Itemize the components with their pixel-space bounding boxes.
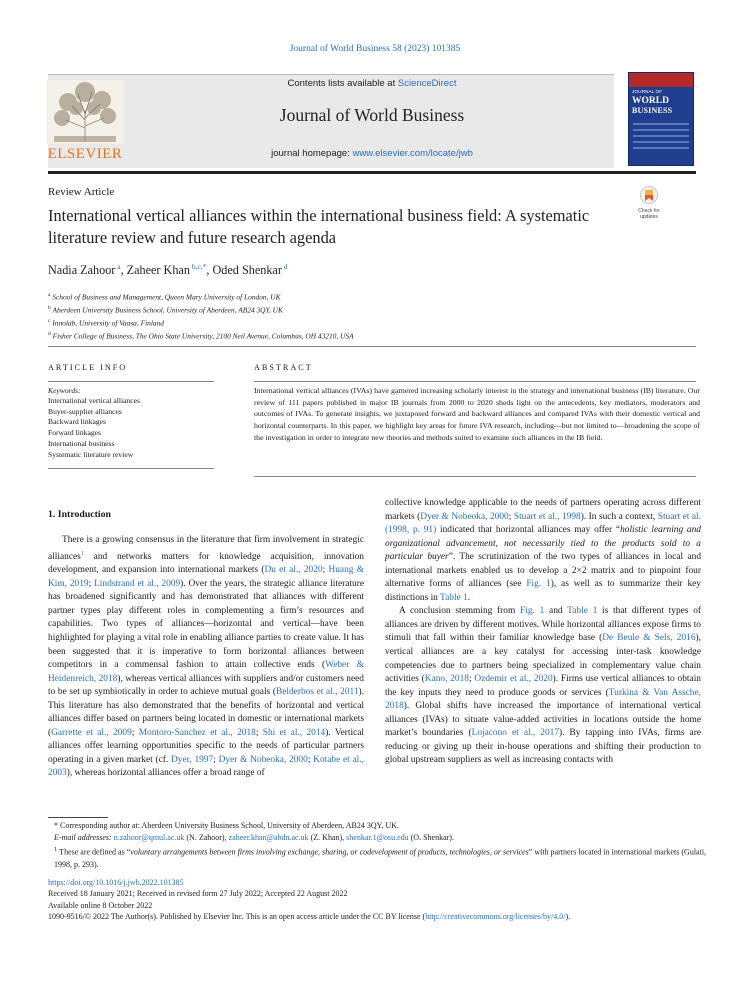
body-text-run: A conclusion stemming from bbox=[399, 606, 521, 617]
keyword-item: Forward linkages bbox=[48, 428, 101, 438]
affiliation-text: Innolab, University of Vaasa, Finland bbox=[50, 318, 164, 328]
footnote-marker[interactable]: 1 bbox=[80, 550, 84, 557]
footnote-1-quote: voluntary arrangements between firms involving exchange, sharing, or codevelopment of products, technologies, or services bbox=[130, 847, 529, 857]
footnotes bbox=[48, 820, 708, 871]
footnote-1-suffix: ” with partners located in international markets (Gulati, 1998, p. 293). bbox=[54, 847, 707, 869]
citation-link[interactable]: Garrette et al., 2009 bbox=[51, 727, 132, 738]
homepage-link[interactable]: www.elsevier.com/locate/jwb bbox=[352, 148, 473, 159]
journal-cover-thumbnail[interactable] bbox=[628, 72, 694, 166]
email-addresses bbox=[48, 832, 708, 844]
citation-link[interactable]: Montoro-Sanchez et al., 2018 bbox=[138, 727, 256, 738]
footnote-1 bbox=[48, 844, 708, 871]
citation-link[interactable]: Shi et al., 2014 bbox=[262, 727, 326, 738]
body-text-run: collective knowledge applicable to the needs of partners operating across different markets ( bbox=[385, 498, 701, 522]
citation-link[interactable]: Stuart et al. (1998, p. 91) bbox=[385, 511, 701, 536]
citation-link[interactable]: Huang & Kim, 2019 bbox=[48, 565, 364, 589]
citation-link[interactable]: Table 1 bbox=[440, 592, 468, 603]
citation-link[interactable]: Dyer & Nobeoka, 2000 bbox=[218, 754, 308, 765]
email-label: E-mail addresses: bbox=[54, 833, 112, 842]
citation-link[interactable]: Fig. 1 bbox=[520, 606, 545, 617]
intro-paragraph-2 bbox=[385, 605, 701, 768]
body-text-run: ; bbox=[508, 511, 514, 522]
publication-info bbox=[48, 877, 708, 922]
elsevier-wordmark: ELSEVIER bbox=[47, 146, 123, 162]
body-text-run: ). Over the years, the strategic alliance literature has broadened significantly and has demonstrated that alliances with different partner types play different roles in complementing a firm’s resources and capabilities. Two types of alliances—horizontal and vertical—have been highlighted for playing a vital role in enabling alliance parties to create value. It has been suggested that it is imperative to form horizontal alliances between competitors in a commensal fashion to attain collective ends ( bbox=[48, 578, 365, 671]
article-info-rule bbox=[48, 381, 214, 382]
abstract-bottom-rule bbox=[254, 476, 696, 477]
email-link[interactable]: n.zahoor@qmul.ac.uk bbox=[113, 833, 185, 842]
body-text-run: ). By tapping into IVAs, firms are reducing or giving up their in-house operations and shifting their production to global upstream suppliers as well as increasing contacts with bbox=[385, 728, 701, 766]
author-name[interactable]: Nadia Zahoor bbox=[48, 263, 116, 278]
homepage-line bbox=[130, 148, 614, 159]
body-text-run: There is a growing consensus in the literature that firm involvement in strategic alliances bbox=[48, 535, 364, 562]
email-link[interactable]: zaheer.khan@abdn.ac.uk bbox=[228, 833, 309, 842]
body-text-run: ). Firms use vertical alliances to obtain the key inputs they need to produce goods or services ( bbox=[385, 674, 701, 698]
keywords-bottom-rule bbox=[48, 468, 214, 469]
affiliation-item bbox=[48, 329, 688, 342]
bookmark-update-icon bbox=[640, 186, 658, 208]
author-name[interactable]: Oded Shenkar bbox=[212, 263, 282, 278]
body-text-run: and networks matters for knowledge acquisition, innovation development, and expansion into international markets ( bbox=[48, 551, 364, 576]
citation-link[interactable]: Kano, 2018 bbox=[424, 674, 469, 685]
citation-link[interactable]: Stuart et al., 1998 bbox=[513, 511, 581, 522]
affiliation-text: Aberdeen University Business School, University of Aberdeen, AB24 3QY, UK bbox=[50, 305, 283, 315]
cc-license-link[interactable]: http://creativecommons.org/licenses/by/4.0/ bbox=[425, 911, 566, 921]
citation-link[interactable]: Du et al., 2020 bbox=[264, 565, 323, 576]
footnote-1-prefix: These are defined as “ bbox=[57, 847, 131, 857]
check-updates-label: Check for updates bbox=[638, 208, 660, 220]
journal-title: Journal of World Business bbox=[279, 105, 465, 125]
affiliation-item bbox=[48, 303, 688, 316]
affiliation-marker: c bbox=[48, 317, 51, 324]
contents-prefix: Contents lists available at bbox=[287, 78, 398, 89]
body-text-run: ; bbox=[255, 727, 263, 738]
check-for-updates-button[interactable] bbox=[630, 186, 668, 224]
body-text-run: ), whereas vertical alliances with suppliers and/or customers need to be set up symbiotically in order to achieve mutual goals ( bbox=[48, 673, 364, 698]
available-online: Available online 8 October 2022 bbox=[48, 900, 153, 910]
citation-link[interactable]: Dyer & Nobeoka, 2000 bbox=[420, 511, 509, 522]
affiliation-text: Fisher College of Business, The Ohio State University, 2100 Neil Avenue, Columbus, OH 43210, USA bbox=[50, 331, 354, 341]
body-text-run: ). This literature has also demonstrated that the benefits of horizontal and vertical alliances differ based on partners being located in domestic or international markets ( bbox=[48, 687, 364, 738]
abstract-heading: ABSTRACT bbox=[254, 363, 313, 372]
section-heading-introduction: 1. Introduction bbox=[48, 509, 111, 520]
quoted-text: holistic learning and organizational advancement, not necessarily tied to the products sold to a particular buyer bbox=[385, 525, 701, 563]
affiliation-item bbox=[48, 316, 688, 329]
license-suffix: ). bbox=[565, 911, 571, 921]
affiliation-marker: b bbox=[48, 304, 51, 311]
body-text-run: ; bbox=[307, 754, 314, 765]
body-text-run: ). Vertical alliances offer learning opportunities specific to the needs of particular partners operating in a given market (cf. bbox=[48, 727, 364, 765]
citation-link[interactable]: Ozdemir et al., 2020 bbox=[474, 674, 553, 685]
email-owner: (Z. Khan), bbox=[308, 833, 347, 842]
body-text-run: ; bbox=[322, 565, 329, 576]
citation-link[interactable]: Dyer, 1997 bbox=[171, 754, 214, 765]
affiliation-item bbox=[48, 290, 688, 303]
contents-line bbox=[130, 78, 614, 89]
citation-link[interactable]: Lindstrand et al., 2009 bbox=[94, 578, 181, 589]
affiliations bbox=[48, 290, 688, 342]
body-text-run: ), vertical alliances are a key catalyst for accessing inter-task knowledge competencies due to partners being specialized in complementary value chain activities ( bbox=[385, 633, 701, 685]
intro-paragraph-1-continued bbox=[385, 497, 701, 605]
body-text-run: ), as well as to summarize their key distinctions in bbox=[385, 579, 701, 603]
body-text-run: is that different types of alliances are driven by different motives. While horizontal alliances expose firms to stimuli that fall within their familiar knowledge base ( bbox=[385, 606, 702, 644]
cover-decoration bbox=[633, 123, 689, 153]
author-name[interactable]: Zaheer Khan bbox=[126, 263, 190, 278]
header-divider bbox=[48, 171, 696, 174]
body-text-run: ; bbox=[469, 674, 475, 685]
cover-top-band bbox=[629, 73, 693, 87]
citation-link[interactable]: Lojacono et al., 2017 bbox=[471, 728, 560, 739]
cover-world: WORLD bbox=[632, 96, 669, 106]
citation-link[interactable]: Fig. 1 bbox=[526, 579, 551, 590]
body-text-run: ; bbox=[131, 727, 139, 738]
abstract-text: International vertical alliances (IVAs) have garnered increasing scholarly interest in the strategy and international business (IB) literature. Our review of 111 papers published in major IB journals from 2000 to 2020 sheds light on the antecedents, key mediators, moderators and outcomes of IVAs. To generate insights, we juxtaposed forward and backward alliances and compared IVAs with their domestic vertical and horizontal counterparts. In this paper, we highlight key areas for future IVA research, including—but not limited to—broadening the scope of the investigation in order to integrate new theories and methods suited to examine such alliances in the IB field. bbox=[254, 386, 700, 442]
intro-paragraph-1 bbox=[48, 534, 364, 781]
citation-link[interactable]: Weber & Heidenreich, 2018 bbox=[48, 660, 364, 684]
homepage-prefix: journal homepage: bbox=[271, 148, 353, 159]
footnote-rule bbox=[48, 817, 108, 818]
citation-link[interactable]: Table 1 bbox=[567, 606, 598, 617]
keyword-item: International business bbox=[48, 438, 115, 448]
email-link[interactable]: shenkar.1@osu.edu bbox=[346, 833, 409, 842]
article-title: International vertical alliances within the international business field: A systematic literature review and future research agenda bbox=[48, 206, 590, 247]
keyword-item: Systematic literature review bbox=[48, 449, 134, 459]
license-prefix: 1090-9516/© 2022 The Author(s). Published by Elsevier Inc. This is an open access article under the CC BY license ( bbox=[48, 911, 426, 921]
sciencedirect-link[interactable]: ScienceDirect bbox=[397, 78, 457, 89]
affiliation-marker: d bbox=[48, 330, 51, 337]
body-text-run: ; bbox=[213, 754, 219, 765]
body-text-run: and bbox=[544, 606, 568, 617]
email-list bbox=[114, 833, 454, 842]
keyword-item: International vertical alliances bbox=[48, 396, 140, 405]
journal-reference[interactable]: Journal of World Business 58 (2023) 101385 bbox=[289, 44, 461, 54]
affiliation-text: School of Business and Management, Queen Mary University of London, UK bbox=[50, 292, 281, 302]
footnote-1-number: 1 bbox=[54, 846, 58, 853]
author-affiliation-marker[interactable]: b,c,* bbox=[189, 262, 207, 271]
body-text-run: ; bbox=[88, 578, 95, 589]
front-matter-divider bbox=[48, 346, 696, 347]
affiliation-marker: a bbox=[48, 292, 51, 298]
corresponding-author-note: * Corresponding author at: Aberdeen University Business School, University of Aberdeen, AB24 3QY, UK. bbox=[54, 821, 399, 830]
cover-business: BUSINESS bbox=[632, 106, 673, 115]
author-affiliation-marker[interactable]: a bbox=[115, 262, 121, 271]
cover-journal-of: JOURNAL OF bbox=[632, 90, 663, 95]
keywords-label: Keywords: bbox=[48, 386, 81, 395]
email-owner: (N. Zahoor), bbox=[184, 833, 229, 842]
author-affiliation-marker[interactable]: d bbox=[281, 262, 288, 271]
abstract-rule bbox=[254, 381, 696, 382]
email-owner: (O. Shenkar). bbox=[408, 833, 454, 842]
article-info-heading: ARTICLE INFO bbox=[48, 363, 128, 372]
body-text-run: . bbox=[467, 592, 471, 603]
license-statement bbox=[48, 911, 708, 922]
citation-link[interactable]: Belderbos et al., 2011 bbox=[275, 687, 359, 698]
body-text-run: ). In such a context, bbox=[580, 511, 658, 522]
body-text-run: ”. The scrutinization of the two types of alliances in local and international markets enabled us to develop a 2×2 matrix and to pinpoint four alternative forms of alliances (see bbox=[385, 552, 702, 590]
body-text-run: ). Global shifts have increased the importance of international vertical alliances (IVAs) to situate value-added activities in locations outside the home market’s boundaries ( bbox=[385, 701, 701, 739]
citation-link[interactable]: Turkina & Van Assche, 2018 bbox=[385, 687, 701, 712]
keyword-list bbox=[48, 396, 140, 460]
author-list: Nadia Zahoor $^a$, Zaheer Khan $^{b,c,*}$, Oded Shenkar $^d$ bbox=[48, 262, 288, 278]
body-text-run: indicated that horizontal alliances may offer “ bbox=[436, 525, 621, 536]
keyword-item: Buyer-supplier alliances bbox=[48, 406, 122, 416]
article-type: Review Article bbox=[48, 186, 115, 198]
body-column-right bbox=[385, 497, 701, 768]
body-column-left bbox=[48, 534, 364, 781]
citation-link[interactable]: De Beule & Sels, 2016 bbox=[602, 633, 696, 644]
doi-link[interactable]: https://doi.org/10.1016/j.jwb.2022.101385 bbox=[48, 878, 184, 887]
keyword-item: Backward linkages bbox=[48, 417, 106, 427]
citation-link[interactable]: Kotabe et al., 2003 bbox=[48, 754, 364, 779]
received-dates: Received 18 January 2021; Received in revised form 27 July 2022; Accepted 22 August 2022 bbox=[48, 889, 348, 899]
body-text-run: ), whereas horizontal alliances offer a broad range of bbox=[66, 768, 265, 779]
